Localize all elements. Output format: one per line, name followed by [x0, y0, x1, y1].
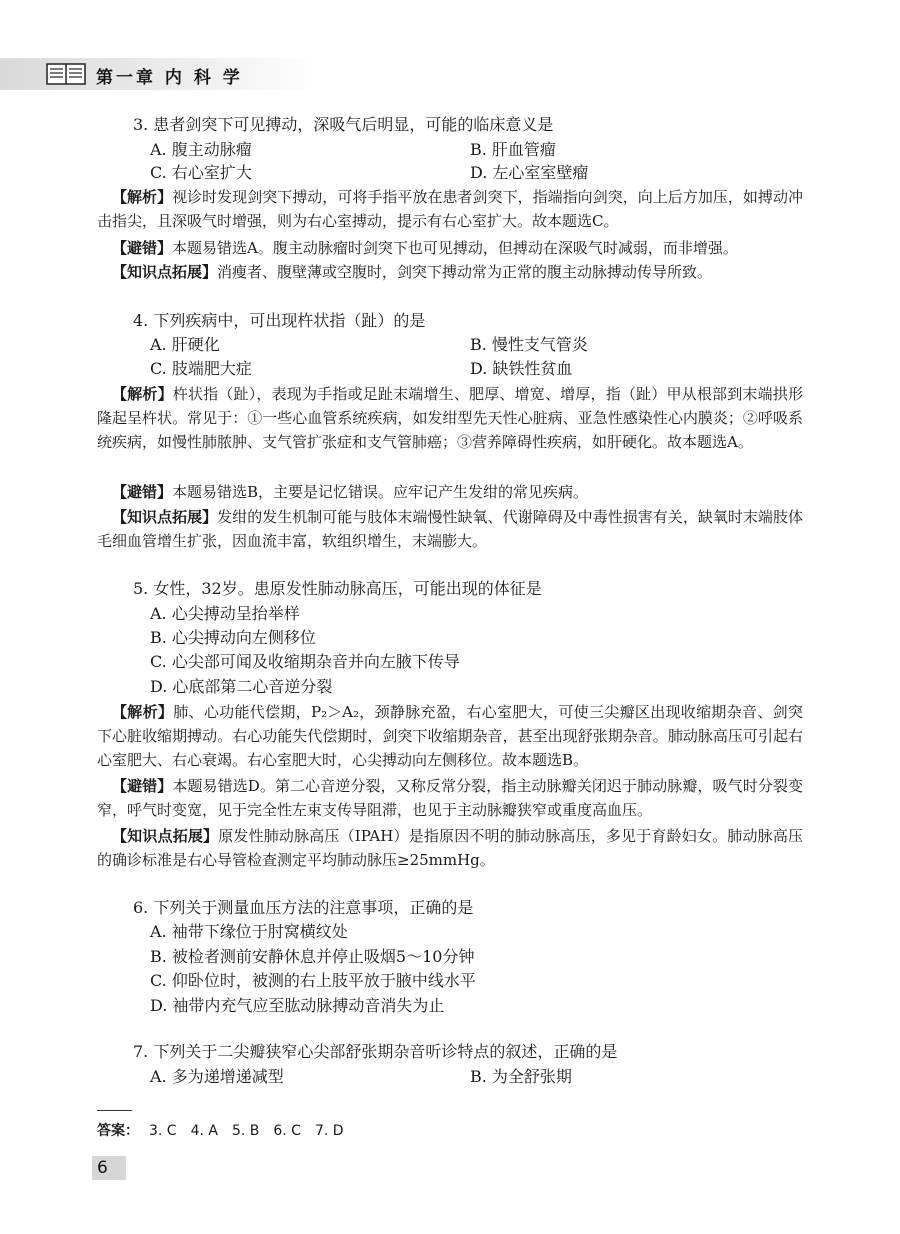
option: D. 缺铁性贫血 — [470, 359, 573, 378]
extension-paragraph — [97, 824, 803, 872]
analysis-tag: 【解析】 — [112, 188, 173, 206]
option: B. 为全舒张期 — [470, 1067, 572, 1086]
analysis-paragraph — [97, 382, 803, 454]
footnote-divider — [97, 1110, 132, 1111]
option: B. 慢性支气管炎 — [470, 335, 588, 354]
extension-tag: 【知识点拓展】 — [112, 508, 218, 526]
question-stem: 6. 下列关于测量血压方法的注意事项，正确的是 — [133, 898, 474, 917]
extension-tag: 【知识点拓展】 — [112, 263, 218, 281]
error-tag: 【避错】 — [112, 483, 173, 501]
analysis-text: 视诊时发现剑突下搏动，可将手指平放在患者剑突下，指端指向剑突，向上后方加压，如搏动冲击指尖，且深吸气时增强，则为右心室搏动，提示有右心室扩大。故本题选C。 — [97, 188, 803, 230]
question-stem: 5. 女性，32岁。患原发性肺动脉高压，可能出现的体征是 — [133, 579, 542, 598]
error-text: 本题易错选A。腹主动脉瘤时剑突下也可见搏动，但搏动在深吸气时减弱，而非增强。 — [172, 239, 738, 257]
option: D. 心底部第二心音逆分裂 — [150, 677, 333, 696]
analysis-paragraph — [97, 700, 803, 772]
option: B. 肝血管瘤 — [470, 140, 556, 159]
extension-text: 消瘦者、腹壁薄或空腹时，剑突下搏动常为正常的腹主动脉搏动传导所致。 — [217, 263, 713, 281]
option: A. 腹主动脉瘤 — [150, 140, 252, 159]
option: D. 袖带内充气应至肱动脉搏动音消失为止 — [150, 996, 445, 1015]
chapter-title: 第一章 内 科 学 — [96, 68, 243, 88]
extension-tag: 【知识点拓展】 — [112, 827, 219, 845]
analysis-text: 肺、心功能代偿期，P₂＞A₂，颈静脉充盈，右心室肥大，可使三尖瓣区出现收缩期杂音、剑突下心脏收缩期搏动。右心功能失代偿期时，剑突下收缩期杂音，甚至出现舒张期杂音。肺动脉高压可引起右心室肥大、右心衰竭。右心室肥大时，心尖搏动向左侧移位。故本题选B。 — [97, 703, 803, 769]
option: A. 心尖搏动呈抬举样 — [150, 604, 300, 623]
open-book-icon — [46, 62, 86, 86]
option: A. 肝硬化 — [150, 335, 220, 354]
option: A. 多为递增递减型 — [150, 1067, 284, 1086]
answer-key-label: 答案： — [97, 1123, 139, 1139]
error-paragraph — [97, 774, 803, 822]
error-text: 本题易错选B，主要是记忆错误。应牢记产生发绀的常见疾病。 — [172, 483, 589, 501]
answer-key-values: 3. C 4. A 5. B 6. C 7. D — [149, 1123, 344, 1139]
option: B. 心尖搏动向左侧移位 — [150, 628, 316, 647]
error-text: 本题易错选D。第二心音逆分裂，又称反常分裂，指主动脉瓣关闭迟于肺动脉瓣，吸气时分裂变窄，呼气时变宽，见于完全性左束支传导阻滞，也见于主动脉瓣狭窄或重度高血压。 — [97, 777, 803, 819]
option: C. 肢端肥大症 — [150, 359, 252, 378]
extension-paragraph — [97, 505, 803, 553]
option: B. 被检者测前安静休息并停止吸烟5～10分钟 — [150, 947, 475, 966]
question-stem: 3. 患者剑突下可见搏动，深吸气后明显，可能的临床意义是 — [133, 115, 554, 134]
extension-text: 发绀的发生机制可能与肢体末端慢性缺氧、代谢障碍及中毒性损害有关，缺氧时末端肢体毛细血管增生扩张，因血流丰富，软组织增生，末端膨大。 — [97, 508, 803, 550]
error-tag: 【避错】 — [112, 239, 173, 257]
analysis-tag: 【解析】 — [112, 703, 174, 721]
answer-key — [97, 1120, 344, 1140]
question-stem: 4. 下列疾病中，可出现杵状指（趾）的是 — [133, 311, 426, 330]
option: A. 袖带下缘位于肘窝横纹处 — [150, 922, 348, 941]
extension-paragraph — [97, 260, 803, 284]
analysis-paragraph — [97, 185, 803, 233]
analysis-text: 杵状指（趾），表现为手指或足趾末端增生、肥厚、增宽、增厚，指（趾）甲从根部到末端拱形隆起呈杵状。常见于：①一些心血管系统疾病，如发绀型先天性心脏病、亚急性感染性心内膜炎；②呼吸系统疾病，如慢性肺脓肿、支气管扩张症和支气管肺癌；③营养障碍性疾病，如肝硬化。故本题选A。 — [97, 385, 803, 451]
analysis-tag: 【解析】 — [112, 385, 173, 403]
option: D. 左心室室壁瘤 — [470, 163, 589, 182]
option: C. 心尖部可闻及收缩期杂音并向左腋下传导 — [150, 652, 460, 671]
question-stem: 7. 下列关于二尖瓣狭窄心尖部舒张期杂音听诊特点的叙述，正确的是 — [133, 1042, 618, 1061]
page-number: 6 — [97, 1158, 108, 1178]
extension-text: 原发性肺动脉高压（IPAH）是指原因不明的肺动脉高压，多见于育龄妇女。肺动脉高压的确诊标准是右心导管检查测定平均肺动脉压≥25mmHg。 — [97, 827, 803, 869]
option: C. 右心室扩大 — [150, 163, 252, 182]
option: C. 仰卧位时，被测的右上肢平放于腋中线水平 — [150, 971, 476, 990]
error-paragraph — [97, 480, 803, 504]
error-paragraph — [97, 236, 803, 260]
error-tag: 【避错】 — [112, 777, 173, 795]
